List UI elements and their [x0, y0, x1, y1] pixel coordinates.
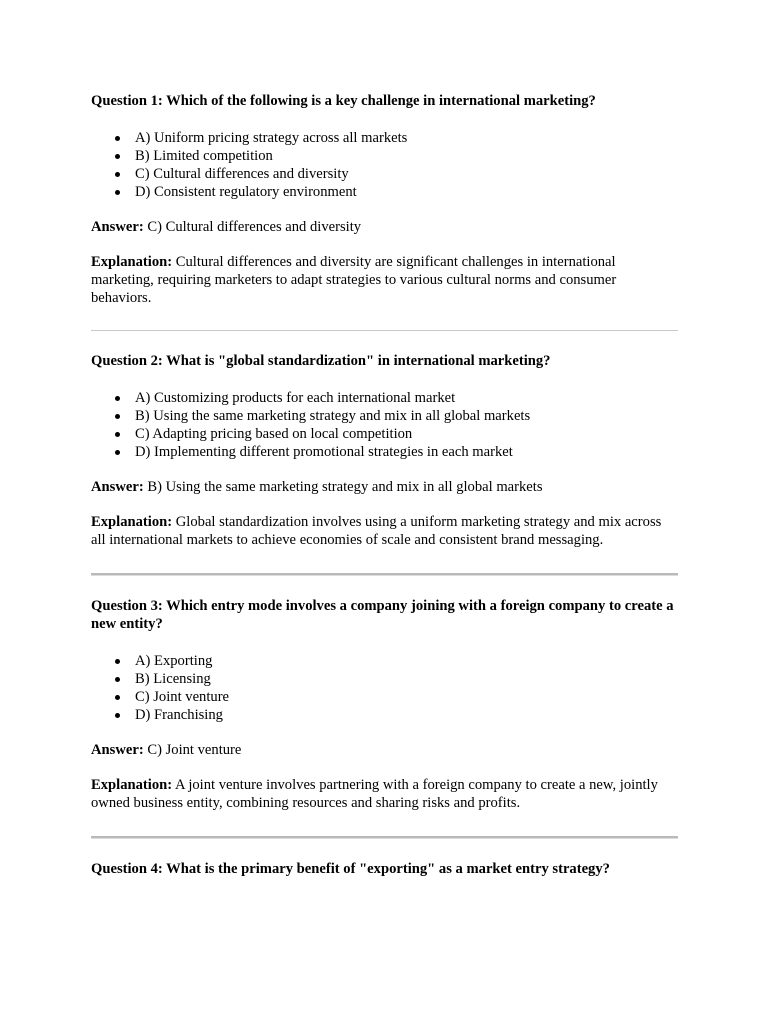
question-2-explanation [91, 513, 678, 549]
question-3-explanation [91, 776, 678, 812]
question-3-title: Question 3: Which entry mode involves a company joining with a foreign company to create a new entity? [91, 598, 674, 632]
option-text: A) Customizing products for each international market [135, 390, 456, 406]
option-text: C) Joint venture [135, 689, 230, 705]
answer-label: Answer: [91, 219, 144, 235]
option-d [115, 443, 678, 461]
option-c [115, 688, 678, 706]
option-c [115, 425, 678, 443]
question-1-title: Question 1: Which of the following is a key challenge in international marketing? [91, 93, 596, 109]
bullet-icon [115, 450, 120, 455]
question-2-title: Question 2: What is "global standardization" in international marketing? [91, 353, 551, 369]
explanation-text: Global standardization involves using a uniform marketing strategy and mix across all international markets to achieve economies of scale and consistent brand messaging. [91, 514, 662, 548]
option-a [115, 129, 678, 147]
question-3-options [91, 652, 678, 724]
explanation-label: Explanation: [91, 777, 173, 793]
answer-text: B) Using the same marketing strategy and mix in all global markets [147, 479, 543, 495]
answer-text: C) Joint venture [147, 742, 242, 758]
option-text: D) Implementing different promotional strategies in each market [135, 444, 513, 460]
question-3 [91, 597, 678, 812]
option-b [115, 407, 678, 425]
answer-label: Answer: [91, 479, 144, 495]
explanation-text: A joint venture involves partnering with a foreign company to create a new, jointly owned business entity, combining resources and sharing risks and profits. [91, 777, 658, 811]
question-1 [91, 92, 678, 307]
option-b [115, 670, 678, 688]
option-a [115, 389, 678, 407]
option-c [115, 165, 678, 183]
option-text: A) Uniform pricing strategy across all markets [135, 130, 408, 146]
question-4-title: Question 4: What is the primary benefit of "exporting" as a market entry strategy? [91, 861, 610, 877]
question-2 [91, 352, 678, 549]
option-text: D) Franchising [135, 707, 223, 723]
divider [91, 330, 678, 331]
bullet-icon [115, 659, 120, 664]
question-1-options [91, 129, 678, 201]
explanation-label: Explanation: [91, 254, 173, 270]
question-1-answer [91, 218, 678, 236]
bullet-icon [115, 695, 120, 700]
option-text: B) Using the same marketing strategy and mix in all global markets [135, 408, 531, 424]
option-b [115, 147, 678, 165]
answer-text: C) Cultural differences and diversity [147, 219, 362, 235]
divider [91, 573, 678, 576]
option-text: A) Exporting [135, 653, 213, 669]
bullet-icon [115, 190, 120, 195]
option-a [115, 652, 678, 670]
explanation-label: Explanation: [91, 514, 173, 530]
option-text: B) Limited competition [135, 148, 273, 164]
option-text: C) Cultural differences and diversity [135, 166, 349, 182]
bullet-icon [115, 154, 120, 159]
bullet-icon [115, 414, 120, 419]
option-d [115, 706, 678, 724]
option-text: C) Adapting pricing based on local competition [135, 426, 413, 442]
question-4 [91, 860, 678, 878]
divider [91, 836, 678, 839]
bullet-icon [115, 432, 120, 437]
question-2-answer [91, 478, 678, 496]
bullet-icon [115, 136, 120, 141]
question-1-explanation [91, 253, 678, 307]
bullet-icon [115, 713, 120, 718]
bullet-icon [115, 677, 120, 682]
explanation-text: Cultural differences and diversity are significant challenges in international marketing, requiring marketers to adapt strategies to various cultural norms and consumer behaviors. [91, 254, 617, 306]
question-2-options [91, 389, 678, 461]
bullet-icon [115, 172, 120, 177]
option-text: B) Licensing [135, 671, 211, 687]
bullet-icon [115, 396, 120, 401]
question-3-answer [91, 741, 678, 759]
option-text: D) Consistent regulatory environment [135, 184, 357, 200]
option-d [115, 183, 678, 201]
answer-label: Answer: [91, 742, 144, 758]
